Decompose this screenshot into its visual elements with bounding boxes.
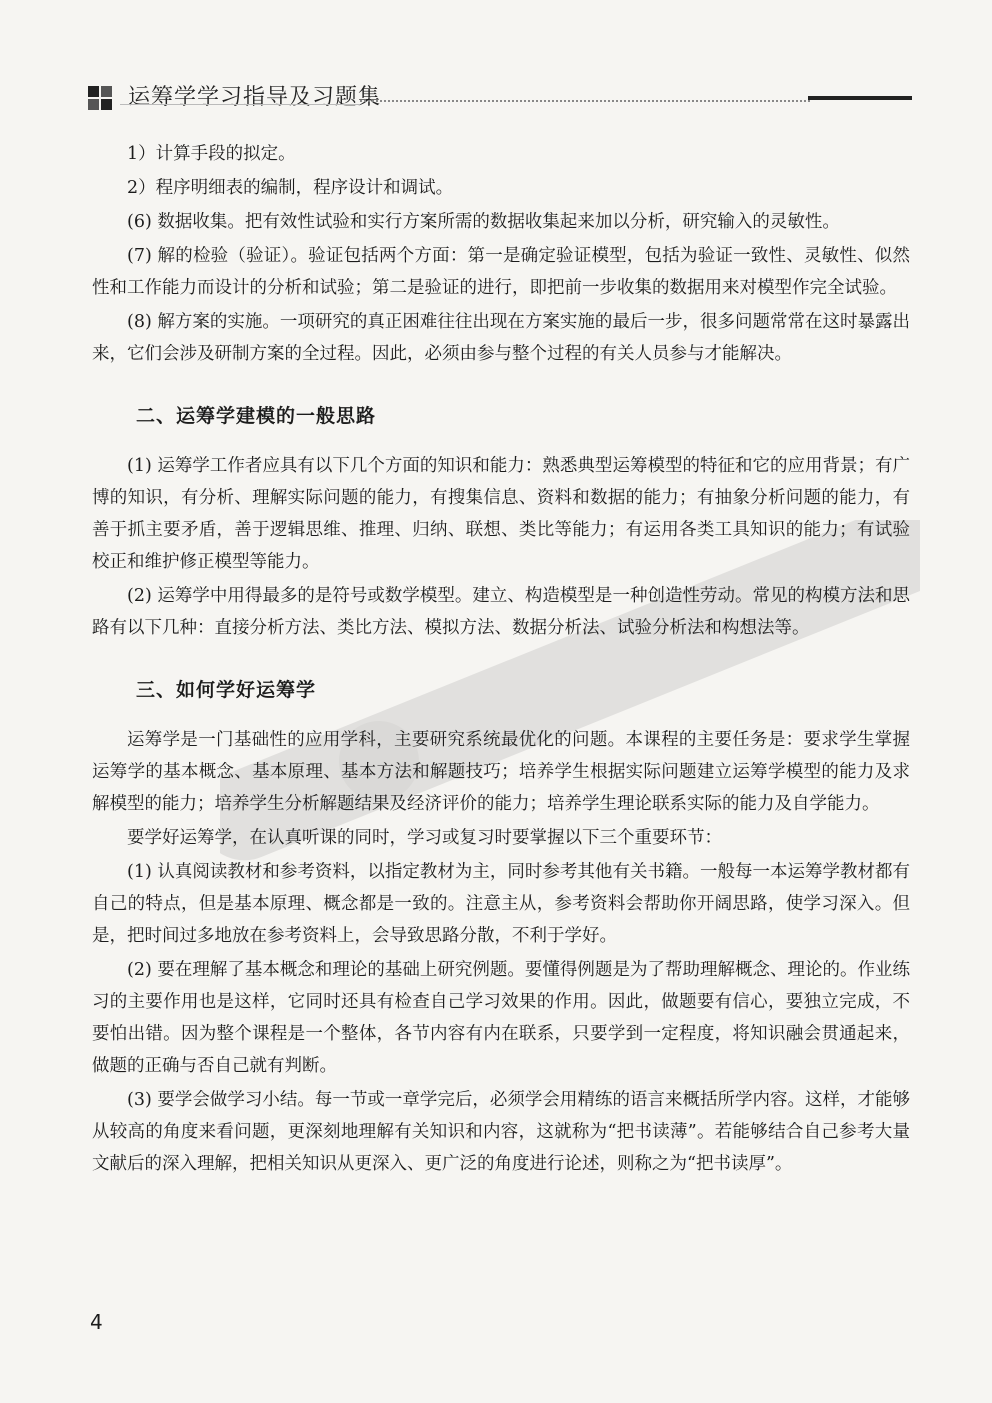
paragraph: (1) 运筹学工作者应具有以下几个方面的知识和能力：熟悉典型运筹模型的特征和它的应用背景；有广博的知识，有分析、理解实际问题的能力，有搜集信息、资料和数据的能力；有抽象分析问题的能力，有善于抓主要矛盾，善于逻辑思维、推理、归纳、联想、类比等能力；有运用各类工具知识的能力；有试验校正和维护修正模型等能力。: [92, 456, 910, 572]
paragraph: (2) 要在理解了基本概念和理论的基础上研究例题。要懂得例题是为了帮助理解概念、理论的。作业练习的主要作用也是这样，它同时还具有检查自己学习效果的作用。因此，做题要有信心，要独立完成，不要怕出错。因为整个课程是一个整体，各节内容有内在联系，只要学到一定程度，将知识融会贯通起来，做题的正确与否自己就有判断。: [92, 960, 910, 1076]
paragraph: (3) 要学会做学习小结。每一节或一章学完后，必须学会用精练的语言来概括所学内容。这样，才能够从较高的角度来看问题，更深刻地理解有关知识和内容，这就称为“把书读薄”。若能够结合自己参考大量文献后的深入理解，把相关知识从更深入、更广泛的角度进行论述，则称之为“把书读厚”。: [92, 1090, 910, 1174]
section-heading-learning: 三、如何学好运筹学: [136, 679, 317, 701]
running-header-title: 运筹学学习指导及习题集: [128, 85, 382, 110]
page-body: [92, 138, 910, 1182]
paragraph: (7) 解的检验（验证）。验证包括两个方面：第一是确定验证模型，包括为验证一致性、灵敏性、似然性和工作能力而设计的分析和试验；第二是验证的进行，即把前一步收集的数据用来对模型作完全试验。: [92, 246, 910, 298]
paragraph: (8) 解方案的实施。一项研究的真正困难往往出现在方案实施的最后一步，很多问题常常在这时暴露出来，它们会涉及研制方案的全过程。因此，必须由参与整个过程的有关人员参与才能解决。: [92, 312, 910, 364]
header-solid-rule: [808, 96, 912, 100]
header-dotted-rule: [360, 100, 810, 102]
paragraph: (1) 认真阅读教材和参考资料，以指定教材为主，同时参考其他有关书籍。一般每一本运筹学教材都有自己的特点，但是基本原理、概念都是一致的。注意主从，参考资料会帮助你开阔思路，使学习深入。但是，把时间过多地放在参考资料上，会导致思路分散，不利于学好。: [92, 862, 910, 946]
page-number: 4: [90, 1310, 103, 1334]
paragraph: 2）程序明细表的编制，程序设计和调试。: [127, 178, 454, 198]
header-underline: [120, 104, 360, 105]
paragraph: 要学好运筹学，在认真听课的同时，学习或复习时要掌握以下三个重要环节：: [127, 828, 722, 848]
paragraph: (2) 运筹学中用得最多的是符号或数学模型。建立、构造模型是一种创造性劳动。常见的构模方法和思路有以下几种：直接分析方法、类比方法、模拟方法、数据分析法、试验分析法和构想法等。: [92, 586, 910, 638]
header-logo-icon: [88, 86, 114, 112]
paragraph: 1）计算手段的拟定。: [127, 144, 296, 164]
paragraph: (6) 数据收集。把有效性试验和实行方案所需的数据收集起来加以分析，研究输入的灵敏性。: [127, 212, 840, 232]
section-heading-modeling: 二、运筹学建模的一般思路: [136, 405, 377, 427]
paragraph: 运筹学是一门基础性的应用学科，主要研究系统最优化的问题。本课程的主要任务是：要求学生掌握运筹学的基本概念、基本原理、基本方法和解题技巧；培养学生根据实际问题建立运筹学模型的能力及求解模型的能力；培养学生分析解题结果及经济评价的能力；培养学生理论联系实际的能力及自学能力。: [92, 730, 910, 814]
